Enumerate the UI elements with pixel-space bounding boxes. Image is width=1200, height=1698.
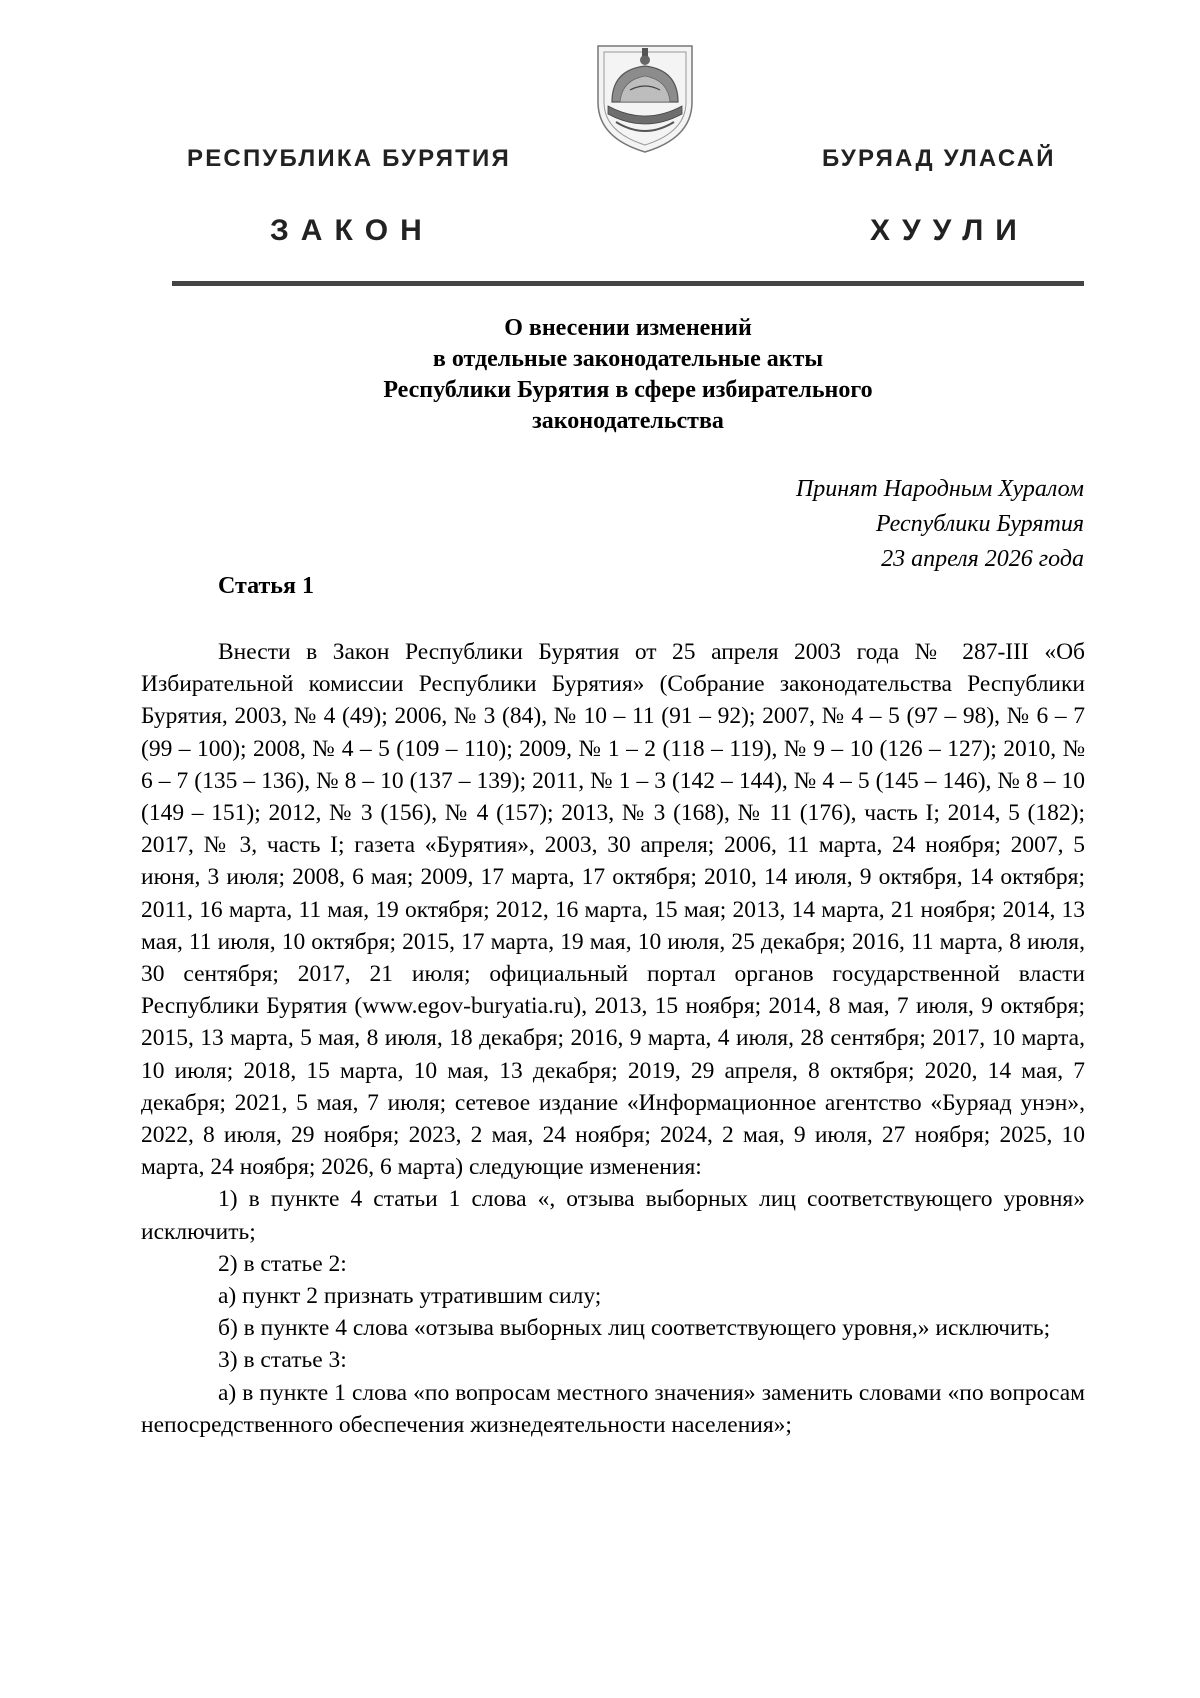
article-paragraph: 3) в статье 3: bbox=[218, 1347, 347, 1374]
adoption-note bbox=[796, 472, 1084, 577]
law-title bbox=[172, 313, 1084, 437]
republic-name-russian: РЕСПУБЛИКА БУРЯТИЯ bbox=[187, 145, 511, 172]
article-heading: Статья 1 bbox=[218, 573, 314, 599]
adoption-note-line: Республики Бурятия bbox=[875, 511, 1084, 537]
article-paragraph: а) в пункте 1 слова «по вопросам местного значения» заменить словами «по вопросам непосредственного обеспечения жизнедеятельности населения»; bbox=[141, 1379, 1085, 1438]
article-paragraph: 2) в статье 2: bbox=[218, 1250, 347, 1277]
document-type-russian: ЗАКОН bbox=[270, 214, 434, 247]
article-paragraph: Внести в Закон Республики Бурятия от 25 апреля 2003 года № 287-III «Об Избирательной комиссии Республики Бурятия» (Собрание законодательства Республики Бурятия, 2003, № 4 (49); 2006, № 3 (84), № 10 – 11 (91 – 92); 2007, № 4 – 5 (97 – 98), № 6 – 7 (99 – 100); 2008, № 4 – 5 (109 – 110); 2009, № 1 – 2 (118 – 119), № 9 – 10 (126 – 127); 2010, № 6 – 7 (135 – 136), № 8 – 10 (137 – 139); 2011, № 1 – 3 (142 – 144), № 4 – 5 (145 – 146), № 8 – 10 (149 – 151); 2012, № 3 (156), № 4 (157); 2013, № 3 (168), № 11 (176), часть I; 2014, 5 (182); 2017, № 3, часть I; газета «Бурятия», 2003, 30 апреля; 2006, 11 марта, 24 ноября; 2007, 5 июня, 3 июля; 2008, 6 мая; 2009, 17 марта, 17 октября; 2010, 14 июля, 9 октября, 14 октября; 2011, 16 марта, 11 мая, 19 октября; 2012, 16 марта, 15 мая; 2013, 14 марта, 21 ноября; 2014, 13 мая, 11 июля, 10 октября; 2015, 17 марта, 19 мая, 10 июля, 25 декабря; 2016, 11 марта, 8 июля, 30 сентября; 2017, 21 июля; официальный портал органов государственной власти Республики Бурятия (www.egov-buryatia.ru), 2013, 15 ноября; 2014, 8 мая, 7 июля, 9 октября; 2015, 13 марта, 5 мая, 8 июля, 18 декабря; 2016, 9 марта, 4 июля, 28 сентября; 2017, 10 марта, 10 июля; 2018, 15 марта, 10 мая, 13 декабря; 2019, 29 апреля, 8 октября; 2020, 14 мая, 7 декабря; 2021, 5 мая, 7 июля; сетевое издание «Информационное агентство «Буряад унэн», 2022, 8 июля, 29 ноября; 2023, 2 мая, 24 ноября; 2024, 2 мая, 9 июля, 27 ноября; 2025, 10 марта, 24 ноября; 2026, 6 марта) следующие изменения: bbox=[141, 639, 1085, 1181]
article-paragraph: 1) в пункте 4 статьи 1 слова «, отзыва выборных лиц соответствующего уровня» исключить; bbox=[141, 1186, 1085, 1245]
coat-of-arms-icon bbox=[590, 40, 700, 155]
document-type-buryat: ХУУЛИ bbox=[870, 214, 1029, 247]
adoption-note-line: Принят Народным Хуралом bbox=[795, 476, 1084, 502]
adoption-date: 23 апреля 2026 года bbox=[881, 546, 1084, 572]
article-paragraph: б) в пункте 4 слова «отзыва выборных лиц соответствующего уровня,» исключить; bbox=[218, 1315, 1051, 1342]
law-title-line: Республики Бурятия в сфере избирательного bbox=[383, 377, 873, 403]
article-paragraph: а) пункт 2 признать утратившим силу; bbox=[218, 1283, 602, 1310]
article-body bbox=[141, 636, 1085, 1441]
law-title-line: О внесении изменений bbox=[504, 315, 752, 341]
law-title-line: законодательства bbox=[532, 408, 724, 434]
republic-name-buryat: БУРЯАД УЛАСАЙ bbox=[822, 145, 1056, 172]
header-divider bbox=[172, 281, 1084, 286]
law-title-line: в отдельные законодательные акты bbox=[432, 346, 824, 372]
